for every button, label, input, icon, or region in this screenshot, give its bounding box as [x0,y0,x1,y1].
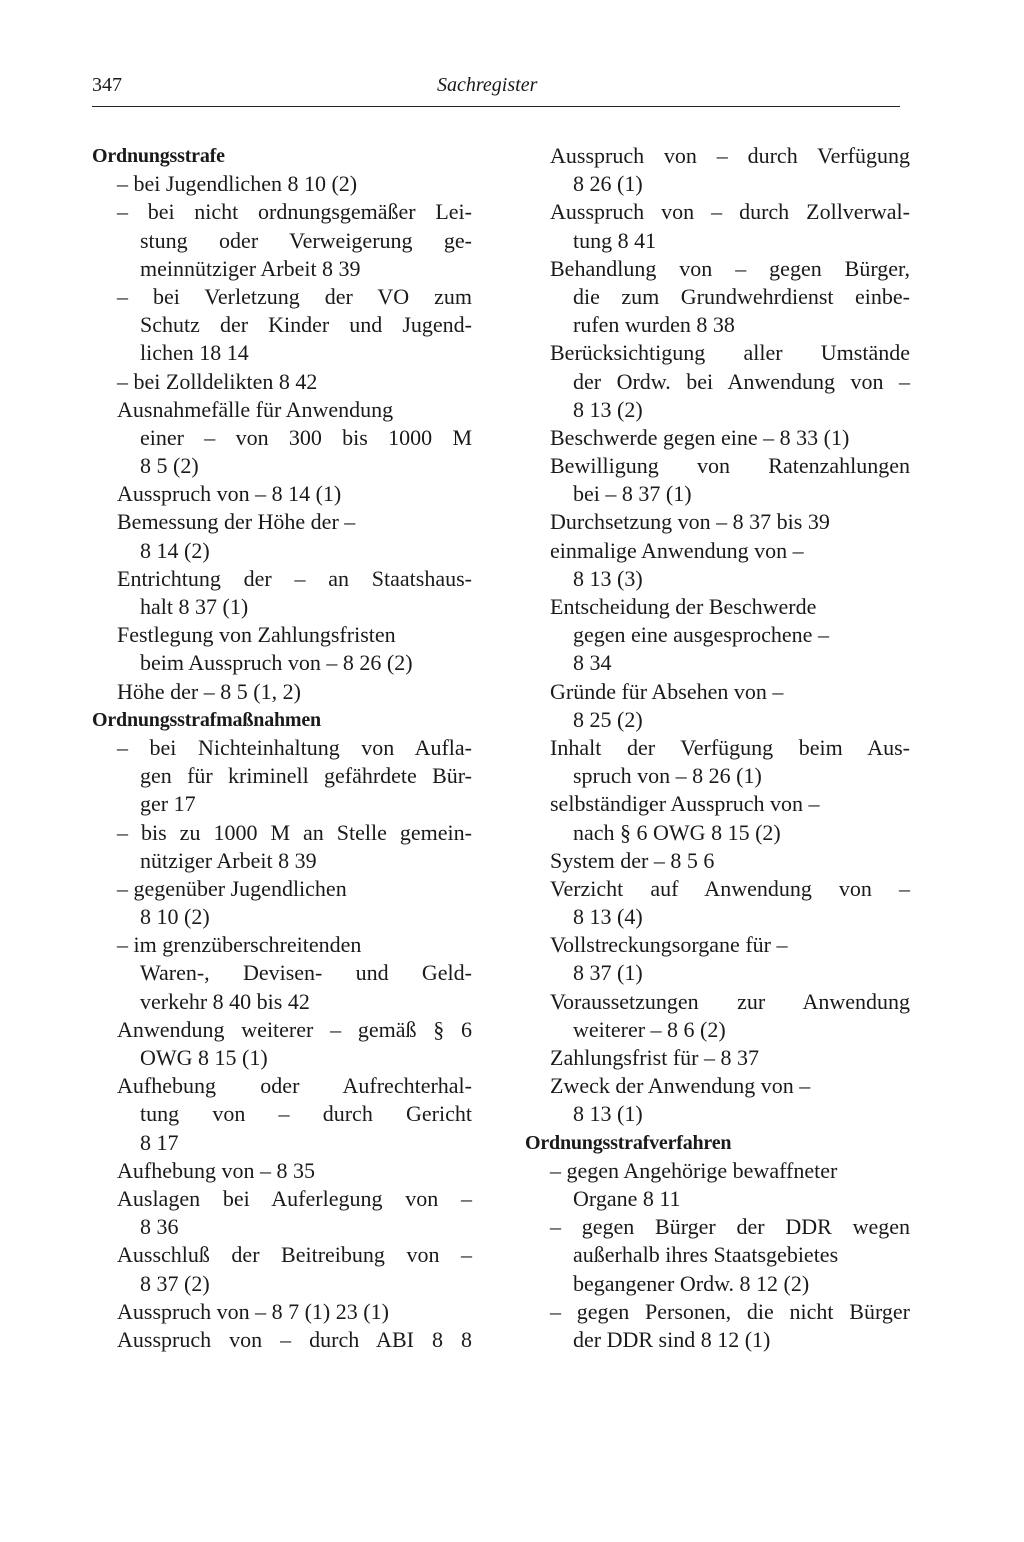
index-heading: Ordnungsstrafverfahren [525,1131,732,1154]
index-entry-line: Ausspruch von – durch ABI 8 8 [117,1326,472,1352]
index-entry-line: Ausspruch von – durch Verfügung [550,143,910,168]
index-entry-line: Bemessung der Höhe der – [117,509,356,535]
index-entry-line: 8 13 (3) [573,565,643,591]
index-entry-line: System der – 8 5 6 [550,847,715,873]
index-entry-line: meinnütziger Arbeit 8 39 [140,255,361,281]
index-entry-line: Entscheidung der Beschwerde [550,594,817,619]
index-entry-line: ger 17 [140,791,196,817]
index-entry-line: Inhalt der Verfügung beim Aus- [550,734,910,760]
index-heading: Ordnungsstrafmaßnahmen [92,708,321,731]
index-entry-line: stung oder Verweigerung ge- [140,227,472,253]
index-entry-line: der DDR sind 8 12 (1) [573,1326,771,1352]
index-entry-line: gegen eine ausgesprochene – [573,622,829,648]
right-column [525,142,910,1354]
index-entry-line: Höhe der – 8 5 (1, 2) [117,678,301,704]
index-entry-line: – bei Zolldelikten 8 42 [117,368,318,394]
index-entry-line: – gegen Bürger der DDR wegen [550,1214,910,1240]
index-entry-line: 8 13 (2) [573,396,643,422]
index-entry-line: halt 8 37 (1) [140,594,249,619]
index-entry-line: – bei Jugendlichen 8 10 (2) [117,171,358,197]
index-entry-line: Verzicht auf Anwendung von – [550,875,910,901]
index-entry-line: spruch von – 8 26 (1) [573,763,762,789]
index-entry-line: Zweck der Anwendung von – [550,1073,811,1099]
index-entry-line: – im grenzüberschreitenden [117,932,362,958]
index-entry-line: Berücksichtigung aller Umstände [550,340,910,366]
index-entry-line: nütziger Arbeit 8 39 [140,847,317,873]
index-entry-line: – gegenüber Jugendlichen [117,875,347,901]
index-entry-line: 8 17 [140,1129,179,1155]
index-entry-line: – bei Verletzung der VO zum [117,283,472,309]
index-heading: Ordnungsstrafe [92,145,225,167]
index-entry-line: Ausschluß der Beitreibung von – [117,1242,472,1268]
index-entry-line: beim Ausspruch von – 8 26 (2) [140,650,413,676]
index-entry-line: Festlegung von Zahlungsfristen [117,622,396,648]
index-entry-line: einer – von 300 bis 1000 M [140,424,472,450]
index-entry-line: 8 25 (2) [573,706,643,732]
index-entry-line: Waren-, Devisen- und Geld- [140,960,472,986]
index-entry-line: 8 13 (1) [573,1101,643,1127]
index-entry-line: 8 37 (1) [573,960,643,986]
index-entry-line: Organe 8 11 [573,1185,681,1211]
index-entry-line: Entrichtung der – an Staatshaus- [117,565,472,591]
index-entry-line: außerhalb ihres Staatsgebietes [573,1242,839,1268]
index-entry-line: verkehr 8 40 bis 42 [140,988,310,1014]
index-entry-line: 8 13 (4) [573,904,643,930]
index-entry-line: Bewilligung von Ratenzahlungen [550,453,910,479]
index-entry-line: selbständiger Ausspruch von – [550,791,820,817]
index-entry-line: – bei nicht ordnungsgemäßer Lei- [117,199,472,225]
index-entry-line: bei – 8 37 (1) [573,481,692,507]
index-entry-line: 8 26 (1) [573,171,643,197]
index-entry-line: begangener Ordw. 8 12 (2) [573,1270,810,1296]
index-entry-line: – bis zu 1000 M an Stelle gemein- [117,819,472,845]
index-entry-line: einmalige Anwendung von – [550,537,804,563]
index-entry-line: Schutz der Kinder und Jugend- [140,312,472,338]
index-entry-line: Ausspruch von – 8 14 (1) [117,481,342,507]
index-entry-line: Ausspruch von – durch Zollverwal- [550,199,910,225]
index-entry-line: Ausspruch von – 8 7 (1) 23 (1) [117,1298,389,1324]
index-entry-line: 8 10 (2) [140,904,210,930]
index-entry-line: gen für kriminell gefährdete Bür- [140,763,472,789]
page-number: 347 [92,74,122,96]
running-head: Sachregister [437,74,538,96]
index-entry-line: Zahlungsfrist für – 8 37 [550,1045,759,1070]
index-entry-line: – bei Nichteinhaltung von Aufla- [117,734,472,760]
index-entry-line: 8 5 (2) [140,453,199,479]
index-entry-line: Vollstreckungsorgane für – [550,932,788,958]
index-entry-line: 8 36 [140,1214,179,1240]
index-entry-line: der Ordw. bei Anwendung von – [573,368,910,394]
index-entry-line: – gegen Personen, die nicht Bürger [550,1298,910,1324]
index-entry-line: die zum Grundwehrdienst einbe- [573,283,910,309]
index-entry-line: tung von – durch Gericht [140,1101,472,1127]
index-entry-line: 8 34 [573,650,612,676]
page-header [92,72,900,107]
index-entry-line: Aufhebung von – 8 35 [117,1157,315,1183]
index-entry-line: – gegen Angehörige bewaffneter [550,1157,838,1183]
index-entry-line: Beschwerde gegen eine – 8 33 (1) [550,424,850,450]
index-entry-line: Anwendung weiterer – gemäß § 6 [117,1016,472,1042]
index-entry-line: tung 8 41 [573,227,657,253]
index-entry-line: weiterer – 8 6 (2) [573,1016,726,1042]
index-entry-line: Aufhebung oder Aufrechterhal- [117,1073,472,1099]
index-entry-line: Auslagen bei Auferlegung von – [117,1185,472,1211]
index-entry-line: nach § 6 OWG 8 15 (2) [573,819,781,845]
index-entry-line: Gründe für Absehen von – [550,678,784,704]
index-entry-line: Behandlung von – gegen Bürger, [550,255,910,281]
index-entry-line: Voraussetzungen zur Anwendung [550,988,910,1014]
left-column [92,142,472,1354]
index-entry-line: 8 37 (2) [140,1270,210,1296]
index-entry-line: 8 14 (2) [140,537,210,563]
index-entry-line: rufen wurden 8 38 [573,312,735,338]
index-entry-line: Ausnahmefälle für Anwendung [117,396,394,422]
index-entry-line: Durchsetzung von – 8 37 bis 39 [550,509,830,535]
index-entry-line: lichen 18 14 [140,340,249,366]
index-entry-line: OWG 8 15 (1) [140,1045,268,1070]
